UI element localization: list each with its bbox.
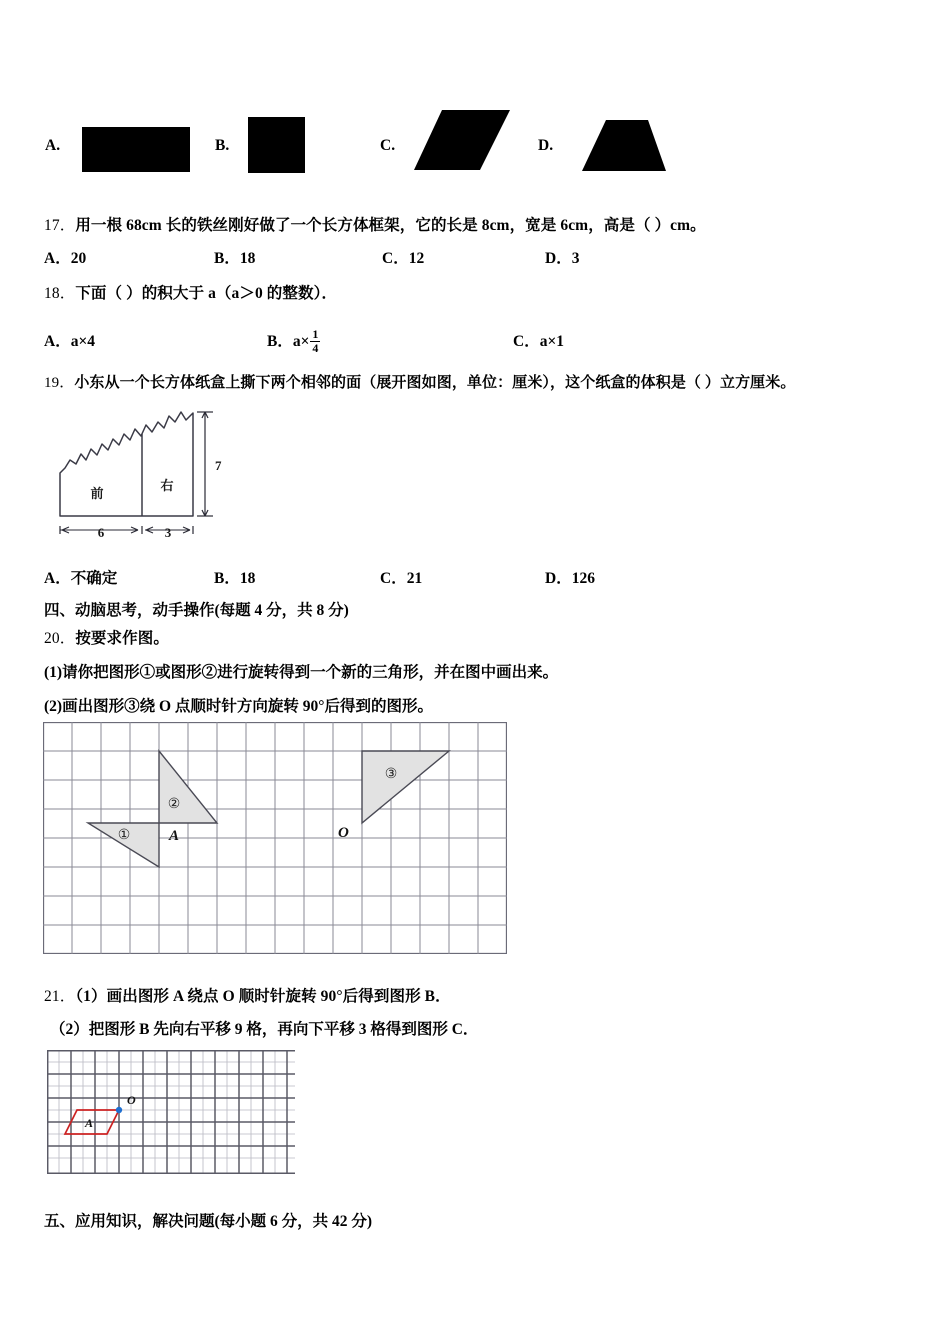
q18-text: 下面（ ）的积大于 a（a＞0 的整数）． bbox=[75, 285, 338, 302]
q16-option-b-letter: B. bbox=[215, 137, 230, 154]
q21-number: 21． bbox=[44, 988, 76, 1005]
shape-a-label: A bbox=[85, 1116, 94, 1130]
q19-option-d[interactable]: D．126 bbox=[545, 570, 595, 587]
svg-text:前: 前 bbox=[90, 486, 104, 501]
q19-unfolded-box-figure bbox=[45, 398, 245, 538]
square-shape-icon bbox=[248, 117, 305, 173]
q16-option-c-letter: C. bbox=[380, 137, 396, 154]
svg-text:右: 右 bbox=[160, 478, 174, 493]
q20-grid-figure[interactable] bbox=[43, 722, 507, 954]
svg-text:①: ① bbox=[117, 828, 131, 843]
q18-number: 18． bbox=[44, 285, 76, 302]
q21-part-1: （1）画出图形 A 绕点 O 顺时针旋转 90°后得到图形 B． bbox=[75, 988, 451, 1005]
q18-option-c[interactable]: C．a×1 bbox=[513, 333, 565, 350]
svg-text:7: 7 bbox=[215, 458, 222, 473]
q18-option-b[interactable] bbox=[267, 329, 321, 356]
svg-text:③: ③ bbox=[384, 767, 398, 782]
q17-option-a[interactable]: A．20 bbox=[44, 250, 87, 267]
section-four-heading: 四、动脑思考，动手操作(每题 4 分，共 8 分) bbox=[44, 602, 349, 619]
section-five-heading: 五、应用知识，解决问题(每小题 6 分，共 42 分) bbox=[44, 1213, 373, 1230]
fraction-denominator: 4 bbox=[312, 340, 319, 355]
q17-option-d[interactable]: D．3 bbox=[545, 250, 580, 267]
q21-grid-figure[interactable] bbox=[47, 1050, 295, 1174]
q18-option-a[interactable]: A．a×4 bbox=[44, 333, 96, 350]
question-17 bbox=[44, 213, 706, 235]
q19-text: 小东从一个长方体纸盒上撕下两个相邻的面（展开图如图，单位：厘米），这个纸盒的体积是（ ）立方厘米。 bbox=[74, 375, 796, 391]
parallelogram-shape-icon bbox=[412, 108, 512, 174]
q16-option-a-letter: A. bbox=[45, 137, 61, 154]
q20-part-1: (1)请你把图形①或图形②进行旋转得到一个新的三角形，并在图中画出来。 bbox=[44, 664, 559, 681]
q17-number: 17． bbox=[44, 217, 76, 234]
q19-option-a[interactable]: A．不确定 bbox=[44, 570, 118, 587]
q21-part-2: （2）把图形 B 先向右平移 9 格，再向下平移 3 格得到图形 C． bbox=[50, 1021, 479, 1038]
q19-option-b[interactable]: B．18 bbox=[214, 570, 256, 587]
question-20 bbox=[44, 626, 169, 648]
q20-title: 按要求作图。 bbox=[75, 630, 169, 647]
question-21 bbox=[44, 984, 451, 1006]
question-18 bbox=[44, 281, 337, 303]
q16-option-d-letter: D. bbox=[538, 137, 554, 154]
point-o-label-21: O bbox=[127, 1093, 136, 1107]
fraction-one-quarter bbox=[310, 328, 320, 354]
q19-option-c[interactable]: C．21 bbox=[380, 570, 423, 587]
q20-part-2: (2)画出图形③绕 O 点顺时针方向旋转 90°后得到的图形。 bbox=[44, 698, 433, 715]
point-o-label: O bbox=[338, 825, 349, 841]
svg-text:②: ② bbox=[167, 797, 181, 812]
point-a-label: A bbox=[169, 828, 180, 844]
q19-number: 19． bbox=[44, 375, 75, 391]
question-19 bbox=[44, 371, 795, 392]
q20-number: 20． bbox=[44, 630, 76, 647]
trapezoid-shape-icon bbox=[580, 118, 670, 174]
point-o-marker bbox=[116, 1107, 122, 1113]
svg-text:3: 3 bbox=[164, 525, 172, 538]
q17-option-c[interactable]: C．12 bbox=[382, 250, 425, 267]
q18-option-b-prefix: B．a× bbox=[267, 333, 310, 350]
q17-option-b[interactable]: B．18 bbox=[214, 250, 256, 267]
q17-text: 用一根 68cm 长的铁丝刚好做了一个长方体框架，它的长是 8cm，宽是 6cm，高是（ ）cm。 bbox=[75, 217, 706, 234]
fraction-numerator: 1 bbox=[312, 327, 319, 342]
rectangle-shape-icon bbox=[82, 127, 190, 172]
svg-text:6: 6 bbox=[97, 525, 105, 538]
